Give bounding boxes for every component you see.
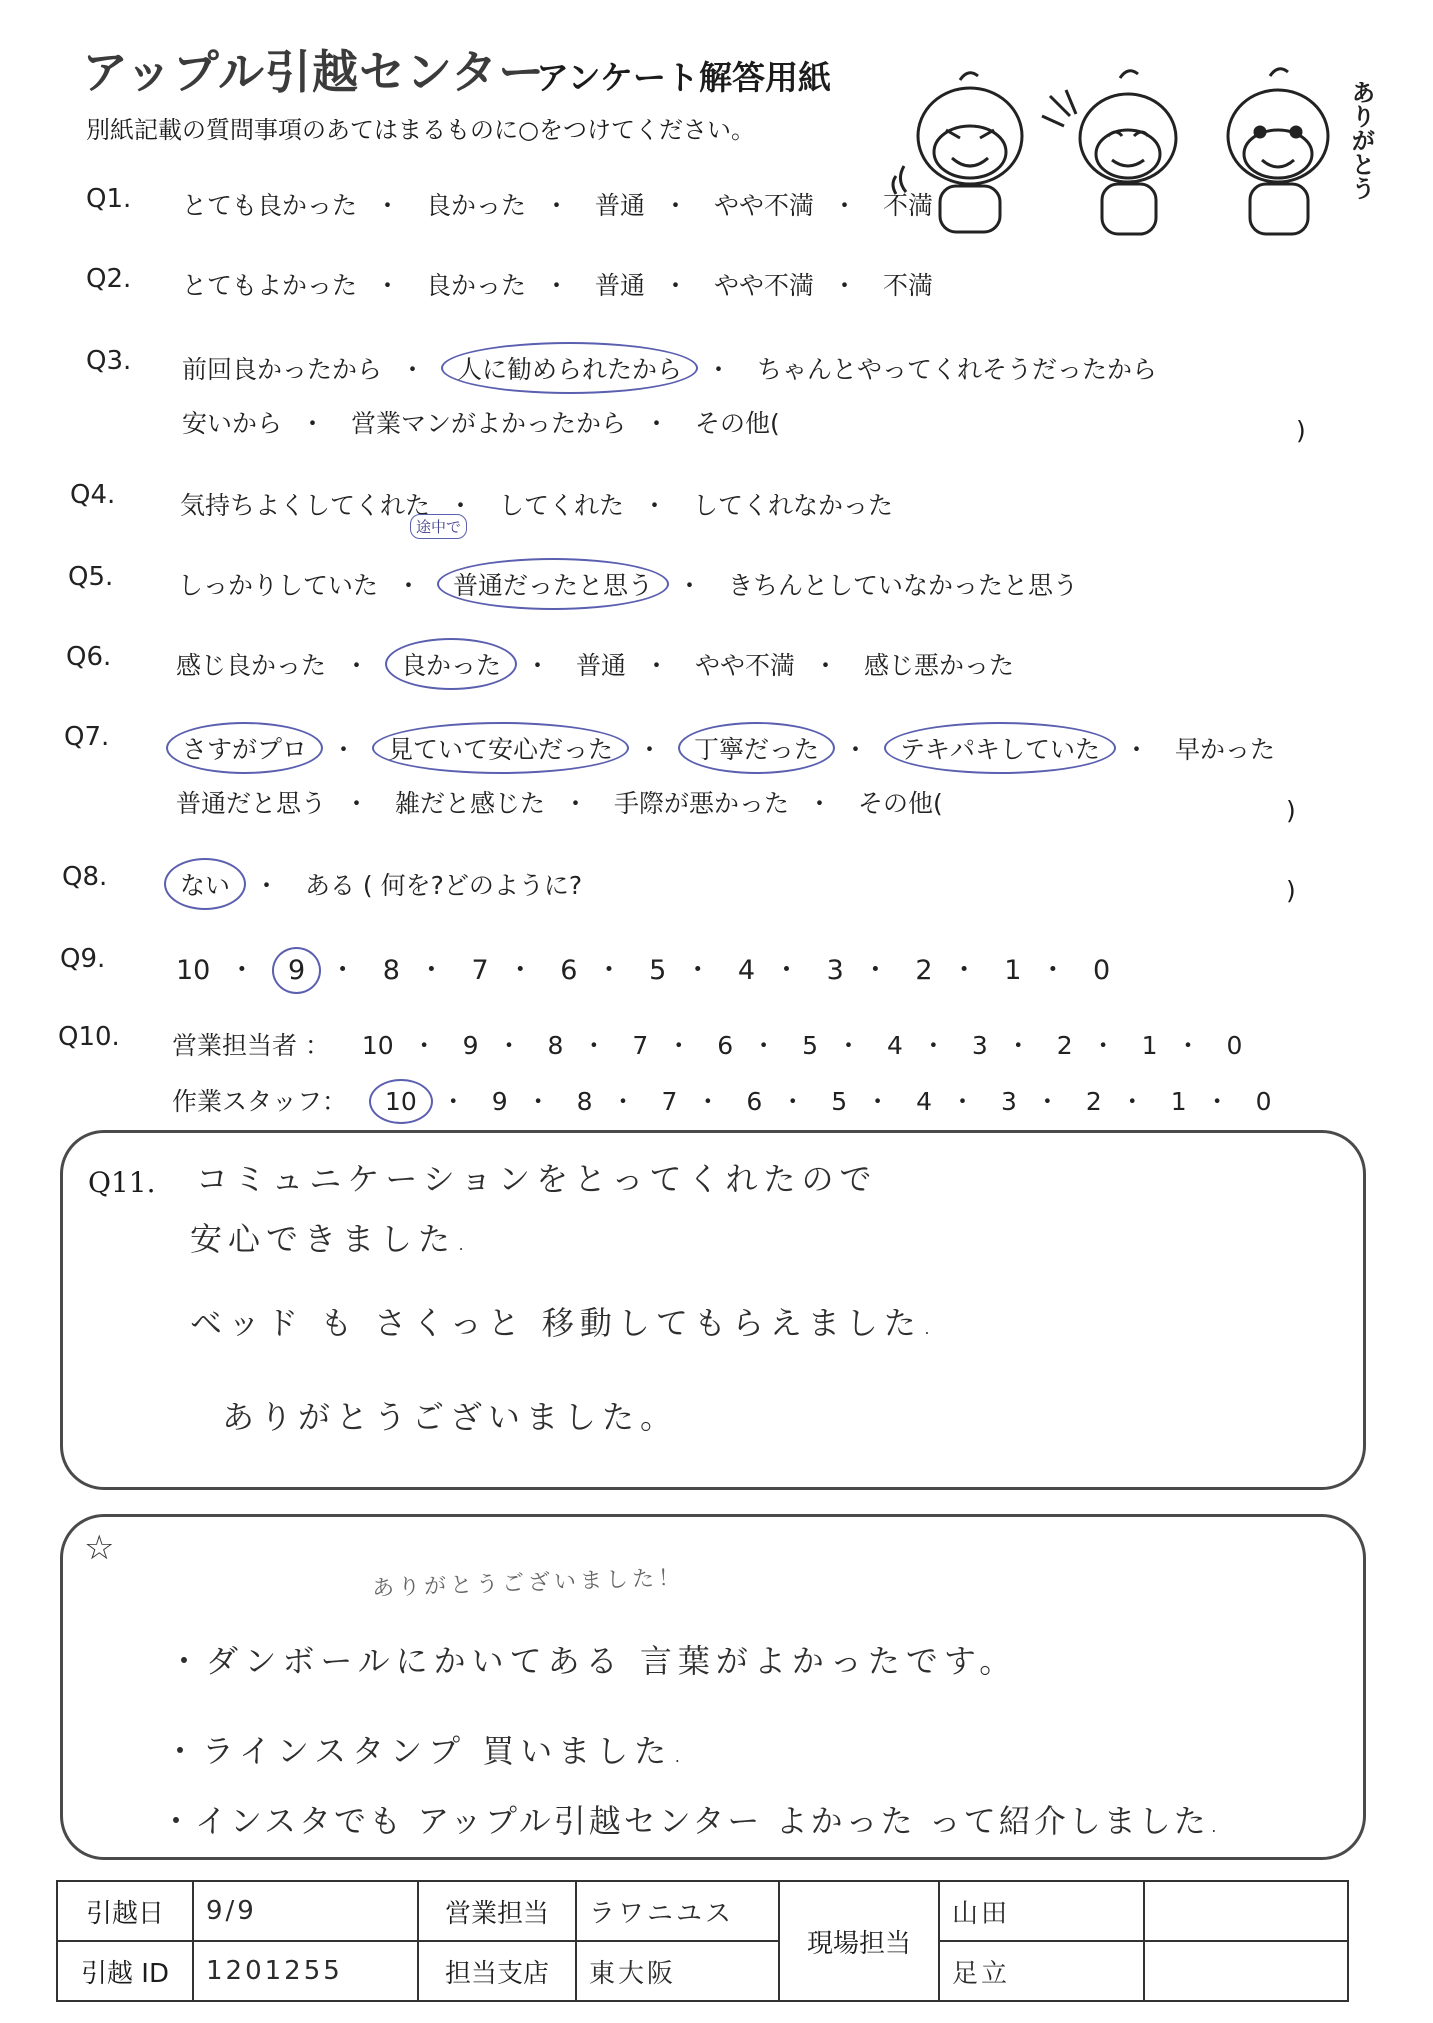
q11-comment-line: ベッド も さくっと 移動してもらえました.: [190, 1304, 939, 1342]
star-icon: ☆: [84, 1528, 115, 1568]
instruction-text: 別紙記載の質問事項のあてはまるものに○をつけてください。: [86, 116, 755, 144]
q10-sales-score[interactable]: 1: [1141, 1031, 1158, 1060]
q7-options-line2: 普通だと思う ・ 雑だと感じた ・ 手際が悪かった ・ その他(: [172, 784, 947, 820]
star-comment-line: ・インスタでも アップル引越センター よかった って紹介しました.: [160, 1802, 1222, 1840]
q10-staff-label: 作業スタッフ：: [172, 1087, 348, 1116]
q3-option[interactable]: 安いから: [182, 409, 283, 438]
q10-sales-score[interactable]: 10: [361, 1031, 394, 1060]
move-date-value: 9/9: [193, 1881, 418, 1941]
move-id-value: 1201255: [193, 1941, 418, 2001]
q10-staff-score[interactable]: 0: [1255, 1087, 1272, 1116]
q8-option[interactable]: ある ( 何を?どのように?: [304, 871, 583, 900]
q10-label: Q10.: [58, 1022, 120, 1052]
q2-option[interactable]: やや不満: [713, 271, 814, 300]
move-info-table: [56, 1880, 1349, 2002]
q4-option[interactable]: してくれた: [498, 491, 624, 520]
q4-option[interactable]: してくれなかった: [692, 491, 893, 520]
q7-option[interactable]: 早かった: [1174, 735, 1275, 764]
q4-option[interactable]: 気持ちよくしてくれた: [180, 491, 431, 520]
mascot-caption: ありがとう: [1347, 80, 1375, 200]
q2-option[interactable]: 普通: [594, 271, 645, 300]
q1-label: Q1.: [86, 184, 132, 214]
q9-score[interactable]: 2: [915, 955, 933, 986]
q10-staff-score[interactable]: 5: [831, 1087, 848, 1116]
q7-options-line1: さすがプロ ・ 見ていて安心だった ・ 丁寧だった ・ テキパキしていた ・ 早かった: [172, 730, 1279, 766]
q1-option[interactable]: やや不満: [713, 191, 814, 220]
q2-label: Q2.: [86, 264, 132, 294]
q4-options: 気持ちよくしてくれた ・ してくれた ・ してくれなかった: [176, 486, 897, 522]
q10-staff-score[interactable]: 1: [1170, 1087, 1187, 1116]
q3-option[interactable]: 前回良かったから: [182, 355, 383, 384]
q10-sales-score[interactable]: 2: [1056, 1031, 1073, 1060]
form-subtitle: アンケート解答用紙: [536, 58, 832, 97]
q3-option-other[interactable]: その他(: [694, 409, 780, 438]
empty-cell: [1144, 1881, 1348, 1941]
q7-option-other[interactable]: その他(: [857, 789, 943, 818]
q7-option[interactable]: 雑だと感じた: [394, 789, 545, 818]
q3-close-paren: ): [1296, 416, 1306, 445]
q10-staff-score[interactable]: 7: [661, 1087, 678, 1116]
q5-handwritten-annotation: 途中で: [410, 514, 467, 539]
q6-option[interactable]: 感じ悪かった: [863, 651, 1014, 680]
q10-staff-score[interactable]: 2: [1085, 1087, 1102, 1116]
q1-option[interactable]: 普通: [594, 191, 645, 220]
q10-sales-label: 営業担当者 ：: [172, 1031, 330, 1060]
q9-score[interactable]: 1: [1004, 955, 1022, 986]
q6-option[interactable]: 感じ良かった: [176, 651, 327, 680]
q10-staff-score[interactable]: 8: [576, 1087, 593, 1116]
q8-options: ない ・ ある ( 何を?どのように?: [170, 866, 586, 902]
q11-comment-line: コミュニケーションをとってくれたので: [196, 1160, 878, 1198]
q7-option-selected[interactable]: 丁寧だった: [678, 722, 835, 774]
q6-option-selected[interactable]: 良かった: [385, 638, 517, 690]
q2-options: とてもよかった ・ 良かった ・ 普通 ・ やや不満 ・ 不満: [178, 266, 937, 302]
q10-staff-score[interactable]: 4: [916, 1087, 932, 1116]
q6-option[interactable]: 普通: [575, 651, 626, 680]
empty-cell: [1144, 1941, 1348, 2001]
branch-value: 東大阪: [576, 1941, 779, 2001]
form-title: アップル引越センター: [82, 45, 546, 99]
q10-staff-score[interactable]: 3: [1000, 1087, 1017, 1116]
q10-sales-score[interactable]: 7: [632, 1031, 649, 1060]
move-id-label: 引越 ID: [57, 1941, 193, 2001]
q10-staff-row: 作業スタッフ： 10 ・ 9 ・ 8 ・ 7 ・ 6 ・ 5 ・ 4 ・ 3 ・ 2 ・ 1 ・ 0: [172, 1082, 1275, 1118]
q11-comment-line: ありがとうございました。: [222, 1398, 679, 1436]
q7-option-selected[interactable]: テキパキしていた: [884, 722, 1116, 774]
q10-sales-score[interactable]: 4: [887, 1031, 903, 1060]
q1-options: とても良かった ・ 良かった ・ 普通 ・ やや不満 ・ 不満: [178, 186, 937, 222]
q9-score[interactable]: 5: [649, 955, 667, 986]
q7-label: Q7.: [64, 722, 110, 752]
sales-rep-value: ラワニユス: [576, 1881, 779, 1941]
q9-score[interactable]: 6: [560, 955, 578, 986]
q3-option-selected[interactable]: 人に勧められたから: [441, 342, 698, 394]
q10-sales-score[interactable]: 5: [802, 1031, 819, 1060]
q7-option-selected[interactable]: さすがプロ: [166, 722, 323, 774]
q8-close-paren: ): [1286, 876, 1296, 905]
q10-sales-score[interactable]: 3: [971, 1031, 988, 1060]
q3-label: Q3.: [86, 346, 132, 376]
q9-scale: 10 ・ 9 ・ 8 ・ 7 ・ 6 ・ 5 ・ 4 ・ 3 ・ 2 ・ 1 ・ 0: [172, 948, 1114, 987]
q5-option-selected[interactable]: 普通だったと思う: [437, 558, 669, 610]
q7-option[interactable]: 普通だと思う: [176, 789, 327, 818]
q2-option[interactable]: とてもよかった: [182, 271, 358, 300]
q10-sales-score[interactable]: 6: [717, 1031, 734, 1060]
q6-label: Q6.: [66, 642, 112, 672]
q2-option[interactable]: 不満: [882, 271, 933, 300]
mascot-monkeys-illustration: [890, 66, 1360, 246]
q8-label: Q8.: [62, 862, 108, 892]
star-comment-line: ・ラインスタンプ 買いました.: [164, 1732, 689, 1770]
site-staff-value-1: 山田: [939, 1881, 1144, 1941]
q3-option[interactable]: ちゃんとやってくれそうだったから: [756, 355, 1157, 384]
q10-sales-score[interactable]: 9: [462, 1031, 479, 1060]
q5-option[interactable]: きちんとしていなかったと思う: [727, 571, 1078, 600]
star-comment-line: ・ダンボールにかいてある 言葉がよかったです。: [168, 1642, 1018, 1680]
q4-label: Q4.: [70, 480, 116, 510]
q8-option-selected[interactable]: ない: [164, 858, 246, 910]
q7-option[interactable]: 手際が悪かった: [613, 789, 789, 818]
q9-score[interactable]: 8: [382, 955, 400, 986]
q9-score[interactable]: 3: [826, 955, 844, 986]
q3-option[interactable]: 営業マンがよかったから: [350, 409, 626, 438]
q1-option[interactable]: とても良かった: [182, 191, 358, 220]
site-staff-label: 現場担当: [779, 1881, 939, 2001]
q5-option[interactable]: しっかりしていた: [178, 571, 379, 600]
q10-sales-row: 営業担当者 ： 10 ・ 9 ・ 8 ・ 7 ・ 6 ・ 5 ・ 4 ・ 3 ・ 2 ・ 1 ・ 0: [172, 1026, 1246, 1062]
move-date-label: 引越日: [57, 1881, 193, 1941]
q9-score[interactable]: 4: [737, 955, 756, 986]
q11-label: Q11.: [88, 1166, 156, 1199]
q5-label: Q5.: [68, 562, 114, 592]
q10-staff-score[interactable]: 9: [491, 1087, 508, 1116]
star-box-note: ありがとうございました！: [371, 1565, 685, 1602]
q5-options: しっかりしていた ・ 普通だったと思う ・ きちんとしていなかったと思う: [174, 566, 1082, 602]
q3-options-line1: 前回良かったから ・ 人に勧められたから ・ ちゃんとやってくれそうだったから: [178, 350, 1161, 386]
q10-sales-score[interactable]: 0: [1226, 1031, 1243, 1060]
q6-option[interactable]: やや不満: [694, 651, 795, 680]
q1-option[interactable]: 不満: [882, 191, 933, 220]
sales-rep-label: 営業担当: [418, 1881, 576, 1941]
q10-staff-score-selected[interactable]: 10: [369, 1079, 433, 1124]
q9-score-selected[interactable]: 9: [272, 947, 321, 994]
q3-options-line2: 安いから ・ 営業マンがよかったから ・ その他(: [178, 404, 784, 440]
q2-option[interactable]: 良かった: [425, 271, 526, 300]
q6-options: 感じ良かった ・ 良かった ・ 普通 ・ やや不満 ・ 感じ悪かった: [172, 646, 1018, 682]
q1-option[interactable]: 良かった: [425, 191, 526, 220]
q10-staff-score[interactable]: 6: [746, 1087, 763, 1116]
q7-close-paren: ): [1286, 796, 1296, 825]
q9-score[interactable]: 7: [471, 955, 489, 986]
q9-score[interactable]: 0: [1092, 955, 1111, 986]
q9-score[interactable]: 10: [176, 955, 211, 986]
q9-label: Q9.: [60, 944, 106, 974]
site-staff-value-2: 足立: [939, 1941, 1144, 2001]
branch-label: 担当支店: [418, 1941, 576, 2001]
q10-sales-score[interactable]: 8: [547, 1031, 564, 1060]
q7-option-selected[interactable]: 見ていて安心だった: [372, 722, 629, 774]
q11-comment-line: 安心できました.: [190, 1220, 473, 1258]
